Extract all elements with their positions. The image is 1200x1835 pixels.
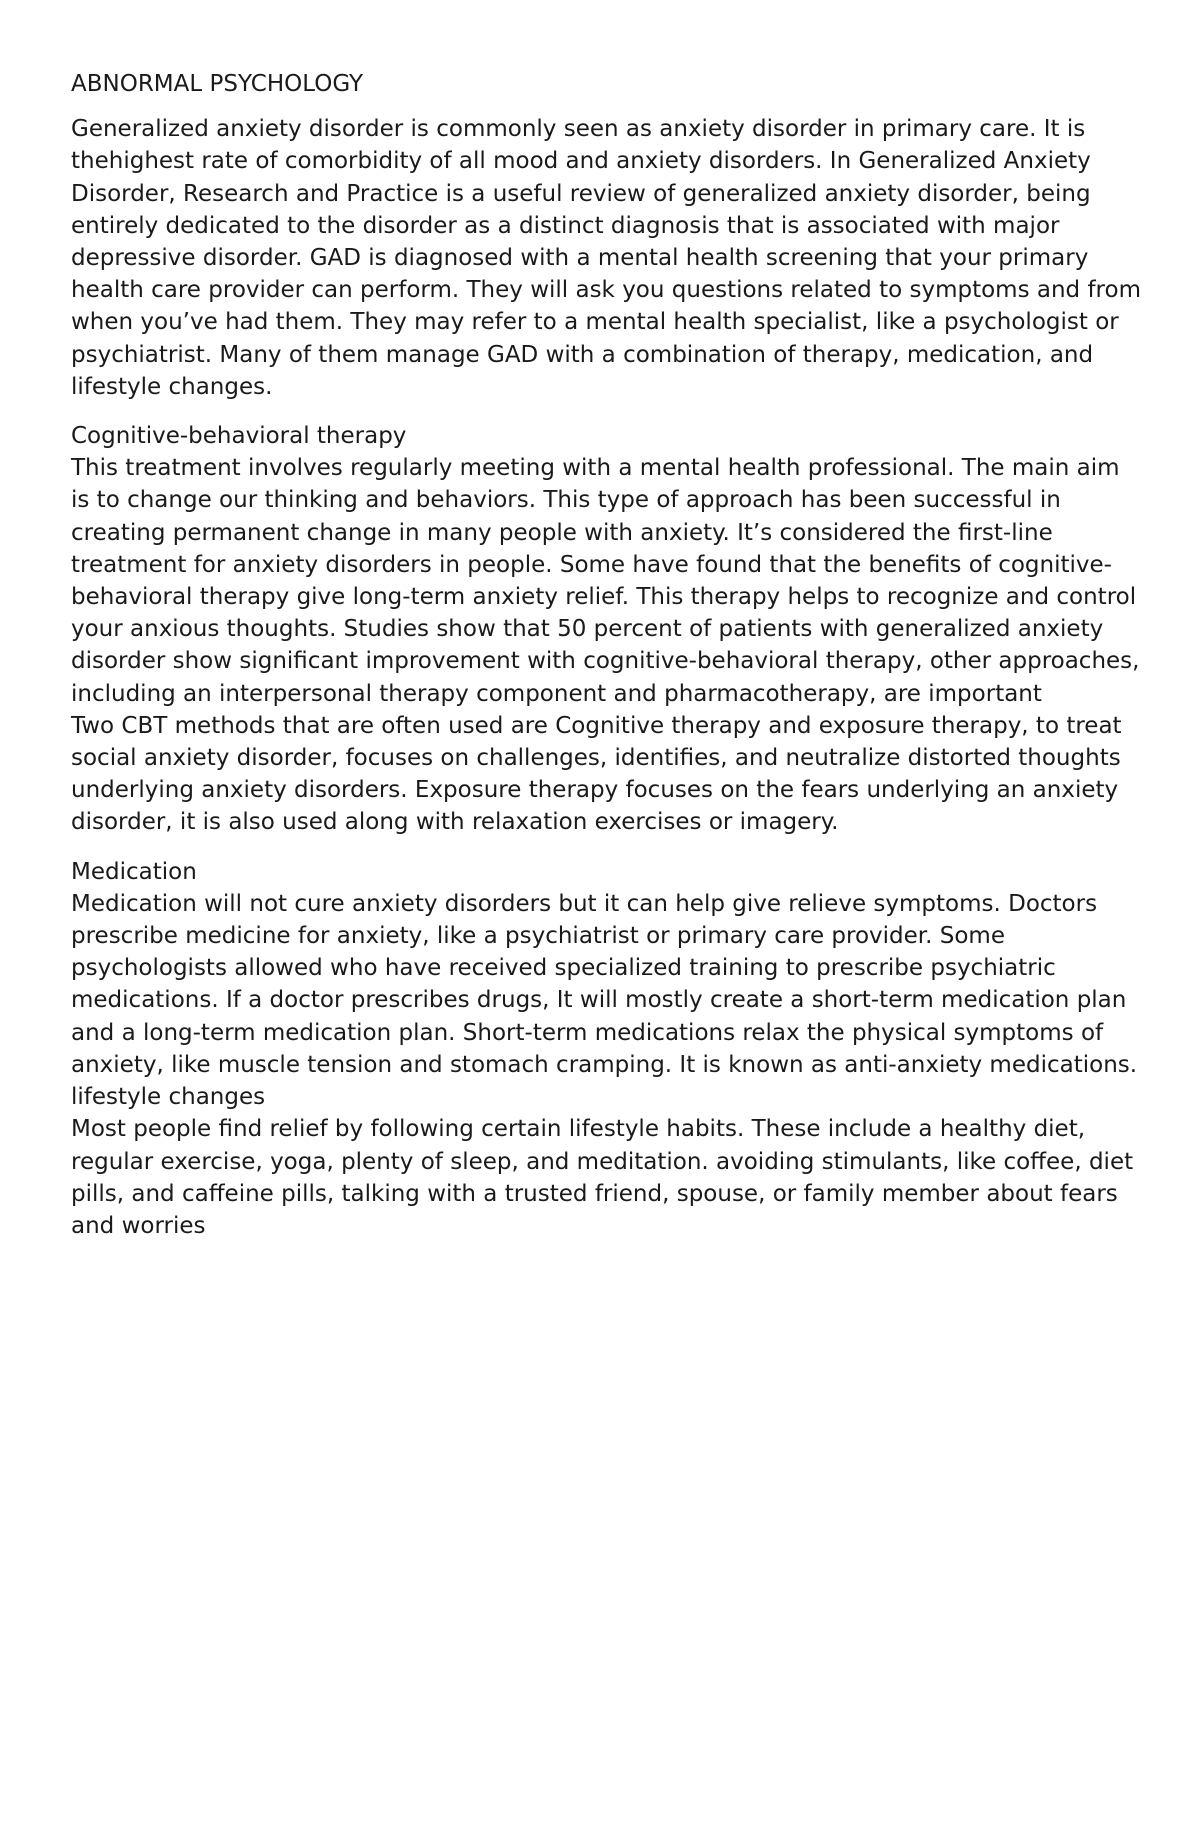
medication-paragraph: Medication will not cure anxiety disorders but it can help give relieve symptoms. Doctors prescribe medicine for anxiety, like a psychiatrist or primary care provider. Some psychologists allowed who have received specialized training to prescribe psychiatric medications. If a doctor prescribes drugs, It will mostly create a short-term medication plan and a long-term medication plan. Short-term medications relax the physical symptoms of anxiety, like muscle tension and stomach cramping. It is known as anti-anxiety medications.: [71, 890, 1138, 1078]
document-body: [71, 68, 1141, 1242]
section-heading-lifestyle: lifestyle changes: [71, 1084, 266, 1111]
cbt-paragraph-1: This treatment involves regularly meeting with a mental health professional. The main aim is to change our thinking and behaviors. This type of approach has been successful in creating permanent change in many people with anxiety. It’s considered the first-line treatment for anxiety disorders in people. Some have found that the benefits of cognitive-behavioral therapy give long-term anxiety relief. This therapy helps to recognize and control your anxious thoughts. Studies show that 50 percent of patients with generalized anxiety disorder show significant improvement with cognitive-behavioral therapy, other approaches, including an interpersonal therapy component and pharmacotherapy, are important: [71, 455, 1140, 707]
section-heading-cbt: Cognitive-behavioral therapy: [71, 423, 407, 450]
document-title: ABNORMAL PSYCHOLOGY: [71, 71, 364, 97]
lifestyle-paragraph: Most people find relief by following certain lifestyle habits. These include a healthy diet, regular exercise, yoga, plenty of sleep, and meditation. avoiding stimulants, like coffee, diet pills, and caffeine pills, talking with a trusted friend, spouse, or family member about fears and worries: [71, 1116, 1134, 1239]
intro-paragraph: Generalized anxiety disorder is commonly seen as anxiety disorder in primary care. It is thehighest rate of comorbidity of all mood and anxiety disorders. In Generalized Anxiety Disorder, Research and Practice is a useful review of generalized anxiety disorder, being entirely dedicated to the disorder as a distinct diagnosis that is associated with major depressive disorder. GAD is diagnosed with a mental health screening that your primary health care provider can perform. They will ask you questions related to symptoms and from when you’ve had them. They may refer to a mental health specialist, like a psychologist or psychiatrist. Many of them manage GAD with a combination of therapy, medication, and lifestyle changes.: [71, 116, 1141, 400]
cbt-paragraph-2: Two CBT methods that are often used are Cognitive therapy and exposure therapy, to treat social anxiety disorder, focuses on challenges, identifies, and neutralize distorted thoughts underlying anxiety disorders. Exposure therapy focuses on the fears underlying an anxiety disorder, it is also used along with relaxation exercises or imagery.: [71, 712, 1122, 836]
section-heading-medication: Medication: [71, 858, 197, 885]
